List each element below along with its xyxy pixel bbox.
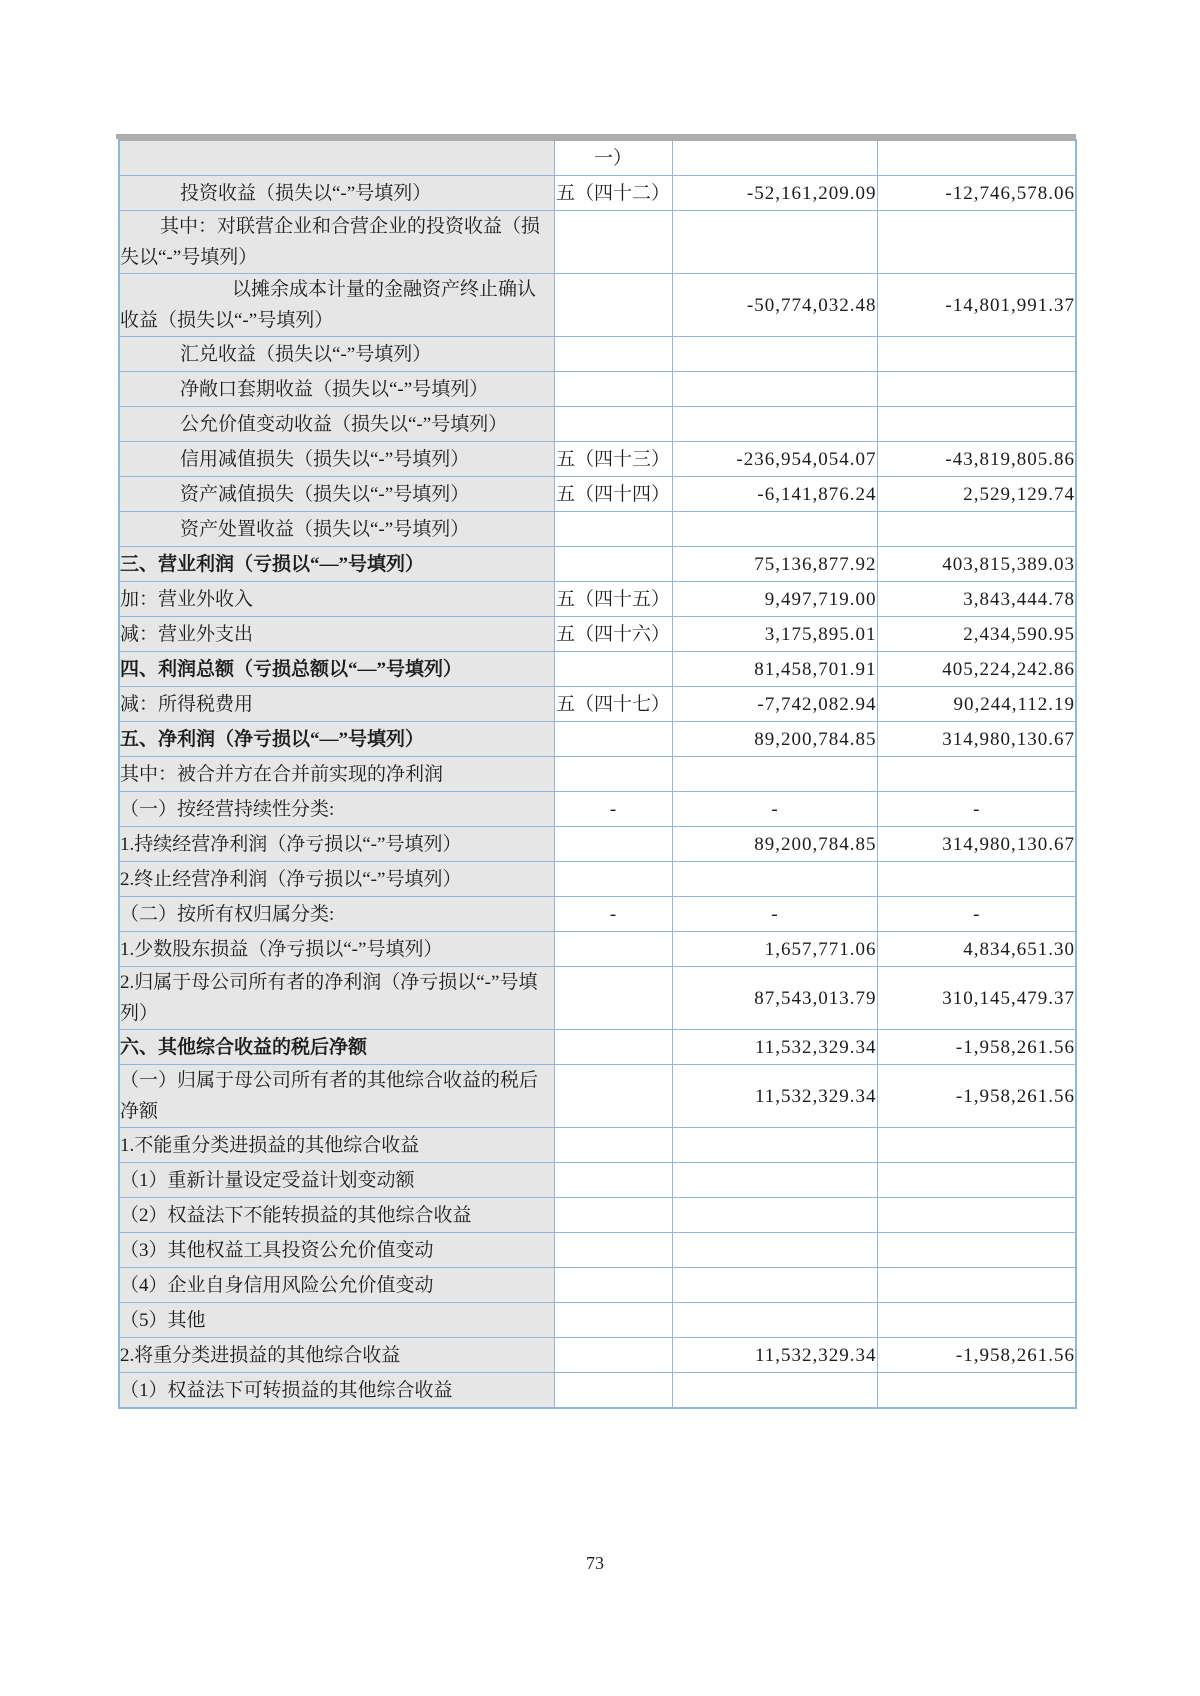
current-cell bbox=[672, 1198, 877, 1233]
item-cell: 五、净利润（净亏损以“—”号填列） bbox=[119, 722, 554, 757]
item-cell: 其中：对联营企业和合营企业的投资收益（损失以“-”号填列） bbox=[119, 211, 554, 274]
note-cell bbox=[554, 1198, 672, 1233]
note-cell: - bbox=[554, 897, 672, 932]
table-row bbox=[119, 827, 1076, 862]
note-cell bbox=[554, 932, 672, 967]
note-cell bbox=[554, 1303, 672, 1338]
current-cell bbox=[672, 337, 877, 372]
note-cell: 五（四十五） bbox=[554, 582, 672, 617]
prior-cell: 2,529,129.74 bbox=[877, 477, 1076, 512]
table-row bbox=[119, 547, 1076, 582]
prior-cell bbox=[877, 1303, 1076, 1338]
prior-cell: 314,980,130.67 bbox=[877, 722, 1076, 757]
note-cell: 一） bbox=[554, 140, 672, 176]
item-cell: （4）企业自身信用风险公允价值变动 bbox=[119, 1268, 554, 1303]
current-cell bbox=[672, 1268, 877, 1303]
prior-cell bbox=[877, 1268, 1076, 1303]
table-row bbox=[119, 1338, 1076, 1373]
table-row bbox=[119, 757, 1076, 792]
note-cell bbox=[554, 274, 672, 337]
table-row bbox=[119, 1268, 1076, 1303]
current-cell bbox=[672, 862, 877, 897]
current-cell bbox=[672, 1303, 877, 1338]
table-row bbox=[119, 442, 1076, 477]
current-cell: 9,497,719.00 bbox=[672, 582, 877, 617]
note-cell bbox=[554, 407, 672, 442]
item-cell: （1）权益法下可转损益的其他综合收益 bbox=[119, 1373, 554, 1409]
item-cell: 汇兑收益（损失以“-”号填列） bbox=[119, 337, 554, 372]
prior-cell bbox=[877, 1163, 1076, 1198]
prior-cell: 90,244,112.19 bbox=[877, 687, 1076, 722]
item-cell: （二）按所有权归属分类: bbox=[119, 897, 554, 932]
note-cell bbox=[554, 512, 672, 547]
item-cell: 四、利润总额（亏损总额以“—”号填列） bbox=[119, 652, 554, 687]
prior-cell bbox=[877, 1373, 1076, 1409]
item-cell: 减：营业外支出 bbox=[119, 617, 554, 652]
current-cell: 81,458,701.91 bbox=[672, 652, 877, 687]
table-row bbox=[119, 1128, 1076, 1163]
item-cell: 2.归属于母公司所有者的净利润（净亏损以“-”号填列） bbox=[119, 967, 554, 1030]
page-number: 73 bbox=[586, 1553, 604, 1573]
current-cell bbox=[672, 372, 877, 407]
item-cell: （一）归属于母公司所有者的其他综合收益的税后净额 bbox=[119, 1065, 554, 1128]
prior-cell bbox=[877, 1128, 1076, 1163]
note-cell bbox=[554, 967, 672, 1030]
table-row bbox=[119, 1030, 1076, 1065]
prior-cell: 3,843,444.78 bbox=[877, 582, 1076, 617]
prior-cell bbox=[877, 1198, 1076, 1233]
table-row bbox=[119, 512, 1076, 547]
current-cell: -7,742,082.94 bbox=[672, 687, 877, 722]
note-cell bbox=[554, 1065, 672, 1128]
item-cell: 公允价值变动收益（损失以“-”号填列） bbox=[119, 407, 554, 442]
current-cell: 11,532,329.34 bbox=[672, 1338, 877, 1373]
note-cell bbox=[554, 1338, 672, 1373]
table-row bbox=[119, 1163, 1076, 1198]
current-cell: - bbox=[672, 792, 877, 827]
note-cell: 五（四十二） bbox=[554, 176, 672, 211]
current-cell bbox=[672, 1373, 877, 1409]
prior-cell: 4,834,651.30 bbox=[877, 932, 1076, 967]
current-cell: -236,954,054.07 bbox=[672, 442, 877, 477]
prior-cell bbox=[877, 337, 1076, 372]
item-cell: 信用减值损失（损失以“-”号填列） bbox=[119, 442, 554, 477]
note-cell: 五（四十四） bbox=[554, 477, 672, 512]
prior-cell: -14,801,991.37 bbox=[877, 274, 1076, 337]
current-cell bbox=[672, 407, 877, 442]
note-cell: - bbox=[554, 792, 672, 827]
table-row bbox=[119, 967, 1076, 1030]
table-row bbox=[119, 1065, 1076, 1128]
prior-cell: 314,980,130.67 bbox=[877, 827, 1076, 862]
note-cell bbox=[554, 337, 672, 372]
current-cell bbox=[672, 140, 877, 176]
prior-cell bbox=[877, 372, 1076, 407]
table-row bbox=[119, 862, 1076, 897]
item-cell: 其中：被合并方在合并前实现的净利润 bbox=[119, 757, 554, 792]
item-cell: 1.少数股东损益（净亏损以“-”号填列） bbox=[119, 932, 554, 967]
prior-cell: - bbox=[877, 897, 1076, 932]
note-cell bbox=[554, 211, 672, 274]
note-cell bbox=[554, 1233, 672, 1268]
item-cell: （3）其他权益工具投资公允价值变动 bbox=[119, 1233, 554, 1268]
prior-cell: - bbox=[877, 792, 1076, 827]
table-row bbox=[119, 337, 1076, 372]
note-cell bbox=[554, 547, 672, 582]
note-cell bbox=[554, 1373, 672, 1409]
table-row bbox=[119, 897, 1076, 932]
current-cell: 89,200,784.85 bbox=[672, 827, 877, 862]
note-cell bbox=[554, 1268, 672, 1303]
table-row bbox=[119, 407, 1076, 442]
item-cell bbox=[119, 140, 554, 176]
table-row bbox=[119, 477, 1076, 512]
note-cell: 五（四十三） bbox=[554, 442, 672, 477]
table-row bbox=[119, 617, 1076, 652]
current-cell: 11,532,329.34 bbox=[672, 1065, 877, 1128]
current-cell bbox=[672, 757, 877, 792]
item-cell: 以摊余成本计量的金融资产终止确认收益（损失以“-”号填列） bbox=[119, 274, 554, 337]
item-cell: 1.持续经营净利润（净亏损以“-”号填列） bbox=[119, 827, 554, 862]
table-row bbox=[119, 722, 1076, 757]
item-cell: 净敞口套期收益（损失以“-”号填列） bbox=[119, 372, 554, 407]
current-cell bbox=[672, 211, 877, 274]
item-cell: 2.将重分类进损益的其他综合收益 bbox=[119, 1338, 554, 1373]
prior-cell bbox=[877, 140, 1076, 176]
note-cell bbox=[554, 1163, 672, 1198]
current-cell bbox=[672, 1163, 877, 1198]
item-cell: 1.不能重分类进损益的其他综合收益 bbox=[119, 1128, 554, 1163]
table-row bbox=[119, 1198, 1076, 1233]
prior-cell: -12,746,578.06 bbox=[877, 176, 1076, 211]
table-row bbox=[119, 652, 1076, 687]
item-cell: 资产减值损失（损失以“-”号填列） bbox=[119, 477, 554, 512]
prior-cell: 405,224,242.86 bbox=[877, 652, 1076, 687]
note-cell bbox=[554, 862, 672, 897]
item-cell: （1）重新计量设定受益计划变动额 bbox=[119, 1163, 554, 1198]
note-cell bbox=[554, 652, 672, 687]
prior-cell bbox=[877, 211, 1076, 274]
item-cell: 投资收益（损失以“-”号填列） bbox=[119, 176, 554, 211]
current-cell: 1,657,771.06 bbox=[672, 932, 877, 967]
table-row bbox=[119, 1303, 1076, 1338]
table-row bbox=[119, 211, 1076, 274]
current-cell: 87,543,013.79 bbox=[672, 967, 877, 1030]
table-row bbox=[119, 932, 1076, 967]
table-row bbox=[119, 792, 1076, 827]
item-cell: 减：所得税费用 bbox=[119, 687, 554, 722]
prior-cell bbox=[877, 407, 1076, 442]
item-cell: （一）按经营持续性分类: bbox=[119, 792, 554, 827]
current-cell: 75,136,877.92 bbox=[672, 547, 877, 582]
current-cell: -52,161,209.09 bbox=[672, 176, 877, 211]
item-cell: 六、其他综合收益的税后净额 bbox=[119, 1030, 554, 1065]
prior-cell: -43,819,805.86 bbox=[877, 442, 1076, 477]
table-row bbox=[119, 274, 1076, 337]
current-cell: 3,175,895.01 bbox=[672, 617, 877, 652]
item-cell: （5）其他 bbox=[119, 1303, 554, 1338]
prior-cell: 403,815,389.03 bbox=[877, 547, 1076, 582]
note-cell bbox=[554, 1030, 672, 1065]
note-cell bbox=[554, 372, 672, 407]
prior-cell bbox=[877, 862, 1076, 897]
current-cell: - bbox=[672, 897, 877, 932]
item-cell: （2）权益法下不能转损益的其他综合收益 bbox=[119, 1198, 554, 1233]
current-cell: -50,774,032.48 bbox=[672, 274, 877, 337]
current-cell: -6,141,876.24 bbox=[672, 477, 877, 512]
current-cell bbox=[672, 512, 877, 547]
item-cell: 2.终止经营净利润（净亏损以“-”号填列） bbox=[119, 862, 554, 897]
table-row bbox=[119, 1373, 1076, 1409]
current-cell bbox=[672, 1128, 877, 1163]
prior-cell: -1,958,261.56 bbox=[877, 1030, 1076, 1065]
income-statement-table bbox=[118, 139, 1077, 1409]
table-row bbox=[119, 176, 1076, 211]
prior-cell: 2,434,590.95 bbox=[877, 617, 1076, 652]
table-row bbox=[119, 140, 1076, 176]
prior-cell: 310,145,479.37 bbox=[877, 967, 1076, 1030]
prior-cell: -1,958,261.56 bbox=[877, 1338, 1076, 1373]
note-cell bbox=[554, 827, 672, 862]
prior-cell bbox=[877, 757, 1076, 792]
note-cell: 五（四十七） bbox=[554, 687, 672, 722]
current-cell bbox=[672, 1233, 877, 1268]
item-cell: 三、营业利润（亏损以“—”号填列） bbox=[119, 547, 554, 582]
prior-cell bbox=[877, 1233, 1076, 1268]
item-cell: 加：营业外收入 bbox=[119, 582, 554, 617]
note-cell bbox=[554, 722, 672, 757]
item-cell: 资产处置收益（损失以“-”号填列） bbox=[119, 512, 554, 547]
note-cell bbox=[554, 1128, 672, 1163]
prior-cell bbox=[877, 512, 1076, 547]
note-cell bbox=[554, 757, 672, 792]
table-row bbox=[119, 582, 1076, 617]
table-row bbox=[119, 687, 1076, 722]
table-row bbox=[119, 372, 1076, 407]
current-cell: 89,200,784.85 bbox=[672, 722, 877, 757]
current-cell: 11,532,329.34 bbox=[672, 1030, 877, 1065]
income-statement-body bbox=[119, 140, 1076, 1408]
note-cell: 五（四十六） bbox=[554, 617, 672, 652]
table-row bbox=[119, 1233, 1076, 1268]
prior-cell: -1,958,261.56 bbox=[877, 1065, 1076, 1128]
